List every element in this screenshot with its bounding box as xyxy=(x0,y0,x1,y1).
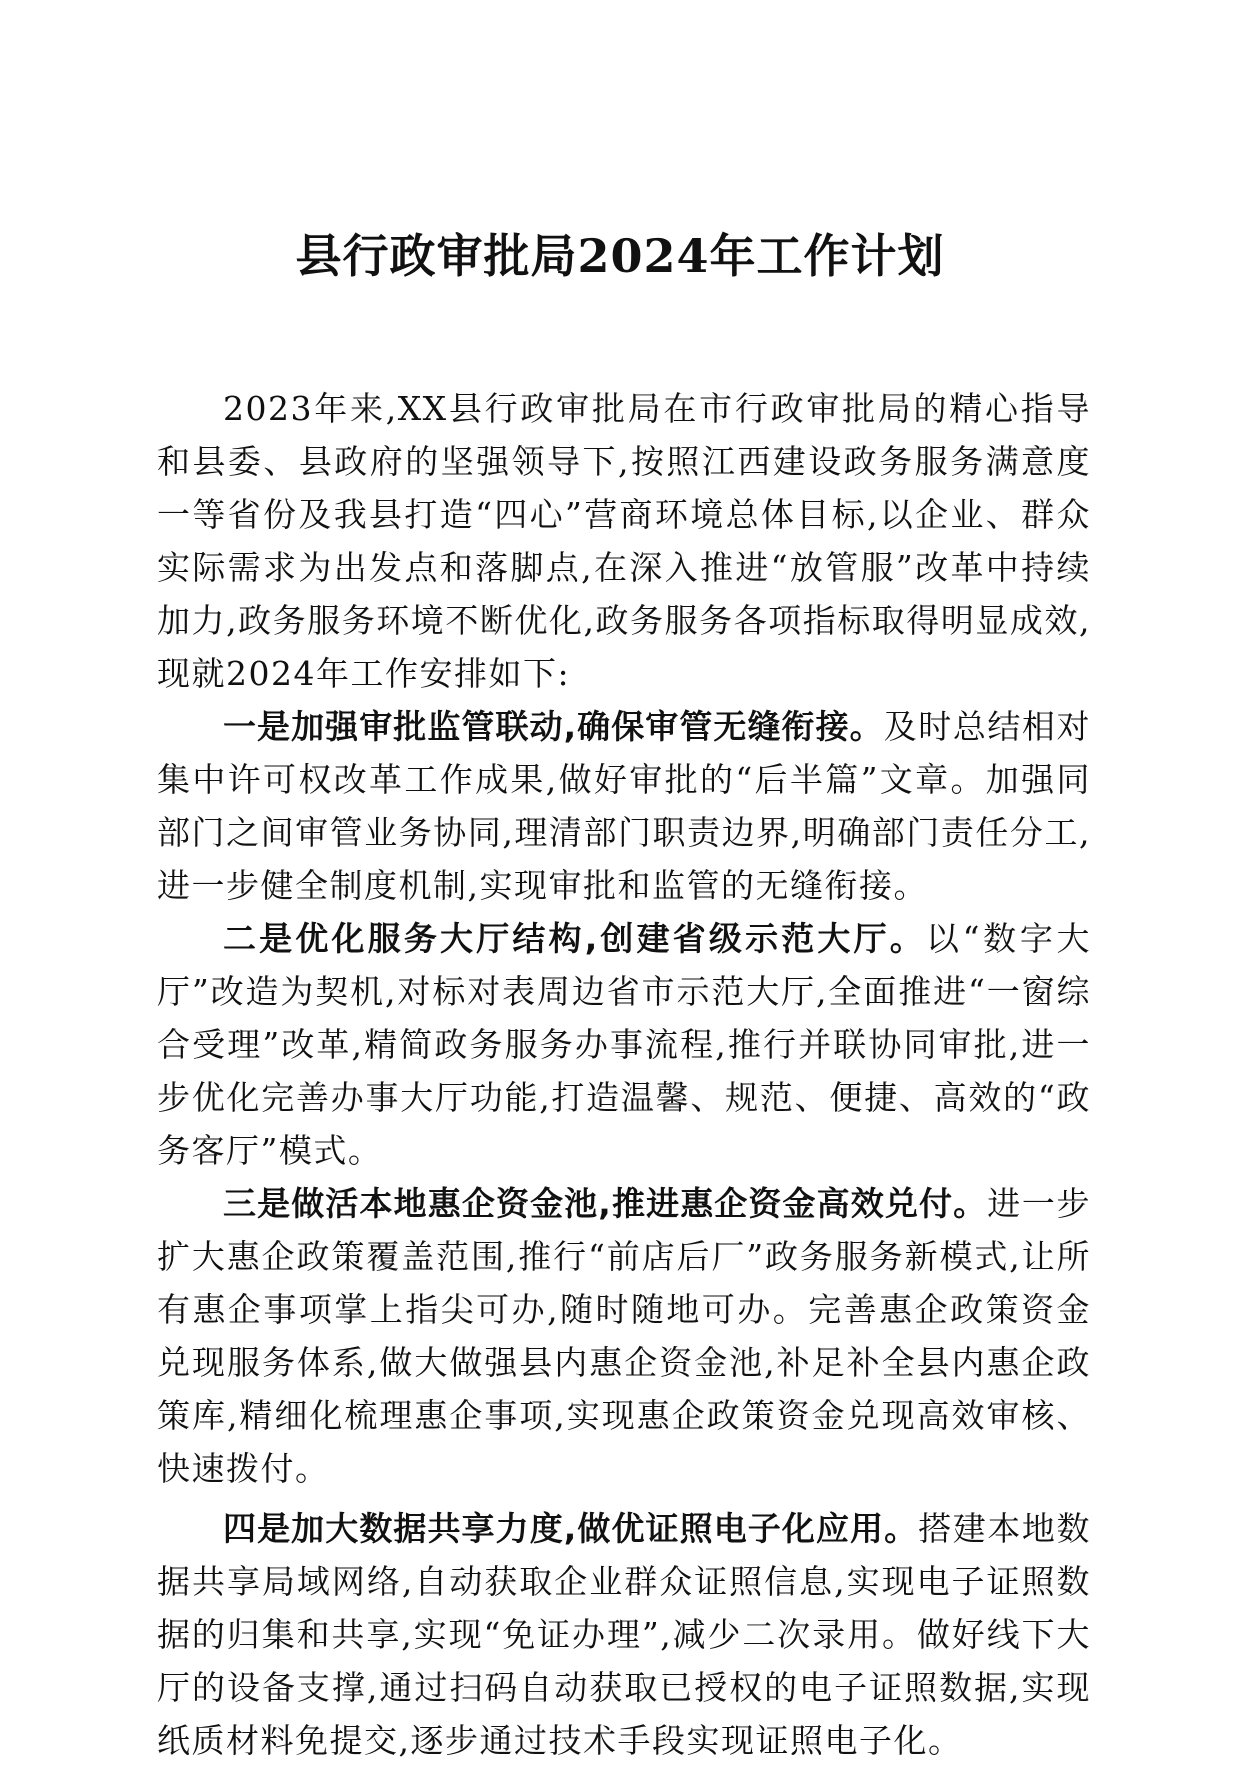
intro-paragraph: 2023年来,XX县行政审批局在市行政审批局的精心指导和县委、县政府的坚强领导下,按照江西建设政务服务满意度一等省份及我县打造“四心”营商环境总体目标,以企业、群众实际需求为出发点和落脚点,在深入推进“放管服”改革中持续加力,政务服务环境不断优化,政务服务各项指标取得明显成效,现就2024年工作安排如下: xyxy=(157,389,1091,693)
section-text-1: 及时总结相对集中许可权改革工作成果,做好审批的“后半篇”文章。加强同部门之间审管业务协同,理清部门职责边界,明确部门责任分工,进一步健全制度机制,实现审批和监管的无缝衔接。 xyxy=(157,707,1091,905)
document-body xyxy=(157,382,1091,1767)
section-text-2: 以“数字大厅”改造为契机,对标对表周边省市示范大厅,全面推进“一窗综合受理”改革,精简政务服务办事流程,推行并联协同审批,进一步优化完善办事大厅功能,打造温馨、规范、便捷、高效的“政务客厅”模式。 xyxy=(157,919,1091,1170)
section-heading-1: 一是加强审批监管联动,确保审管无缝衔接。 xyxy=(223,707,884,746)
section-paragraph-3 xyxy=(157,1177,1091,1495)
section-paragraph-1 xyxy=(157,700,1091,912)
section-paragraph-2 xyxy=(157,912,1091,1177)
document-title: 县行政审批局2024年工作计划 xyxy=(295,229,945,283)
section-heading-2: 二是优化服务大厅结构,创建省级示范大厅。 xyxy=(223,919,926,958)
section-paragraph-4 xyxy=(157,1502,1091,1767)
section-heading-3: 三是做活本地惠企资金池,推进惠企资金高效兑付。 xyxy=(223,1184,988,1223)
section-text-3: 进一步扩大惠企政策覆盖范围,推行“前店后厂”政务服务新模式,让所有惠企事项掌上指尖可办,随时随地可办。完善惠企政策资金兑现服务体系,做大做强县内惠企资金池,补足补全县内惠企政策库,精细化梳理惠企事项,实现惠企政策资金兑现高效审核、快速拨付。 xyxy=(157,1184,1092,1488)
section-text-4: 搭建本地数据共享局域网络,自动获取企业群众证照信息,实现电子证照数据的归集和共享,实现“免证办理”,减少二次录用。做好线下大厅的设备支撑,通过扫码自动获取已授权的电子证照数据,实现纸质材料免提交,逐步通过技术手段实现证照电子化。 xyxy=(157,1509,1091,1760)
section-heading-4: 四是加大数据共享力度,做优证照电子化应用。 xyxy=(223,1509,919,1548)
